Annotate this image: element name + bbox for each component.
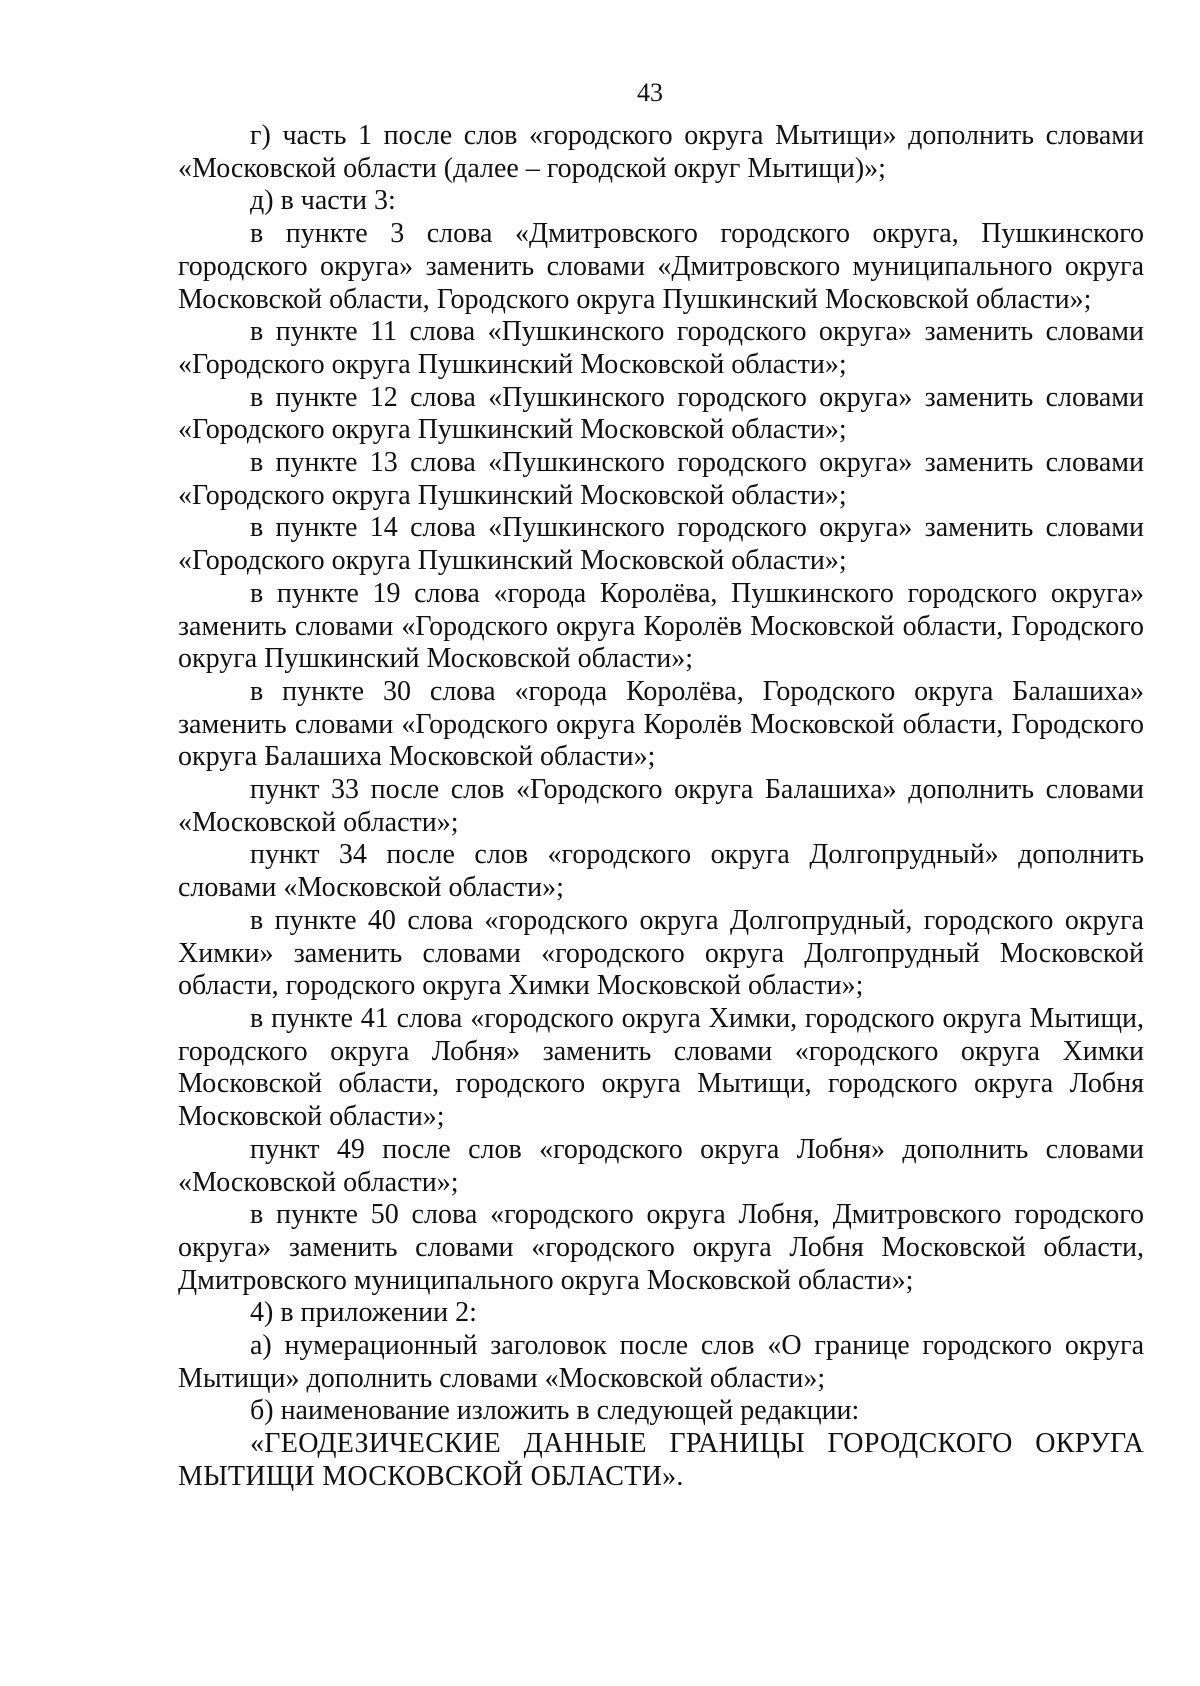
paragraph-item-11: в пункте 11 слова «Пушкинского городского округа» заменить словами «Городского округа Пушкинский Московской области»; bbox=[178, 316, 1144, 380]
paragraph-a-heading: а) нумерационный заголовок после слов «О границе городского округа Мытищи» дополнить словами «Московской области»; bbox=[178, 1330, 1144, 1394]
paragraph-item-34: пункт 34 после слов «городского округа Долгопрудный» дополнить словами «Московской области»; bbox=[178, 839, 1144, 904]
paragraph-item-14: в пункте 14 слова «Пушкинского городского округа» заменить словами «Городского округа Пушкинский Московской области»; bbox=[178, 512, 1144, 577]
paragraph-item-30: в пункте 30 слова «города Королёва, Городского округа Балашиха» заменить словами «Городского округа Королёв Московской области, Городского округа Балашиха Московской области»; bbox=[178, 675, 1144, 773]
paragraph-item-3: в пункте 3 слова «Дмитровского городского округа, Пушкинского городского округа» заменить словами «Дмитровского муниципального округа Московской области, Городского округа Пушкинский Московской области»; bbox=[178, 218, 1144, 315]
paragraph-item-40: в пункте 40 слова «городского округа Долгопрудный, городского округа Химки» заменить словами «городского округа Долгопрудный Московской области, городского округа Химки Московской области»; bbox=[178, 904, 1144, 1002]
paragraph-item-41: в пункте 41 слова «городского округа Химки, городского округа Мытищи, городского округа Лобня» заменить словами «городского округа Химки Московской области, городского округа Мытищи, городского округа Лобня Московской области»; bbox=[178, 1002, 1144, 1133]
paragraph-item-12: в пункте 12 слова «Пушкинского городского округа» заменить словами «Городского округа Пушкинский Московской области»; bbox=[178, 381, 1144, 446]
paragraph-g-part-1: г) часть 1 после слов «городского округа Мытищи» дополнить словами «Московской области (далее – городской округ Мытищи)»; bbox=[178, 120, 1144, 184]
paragraph-b-title: б) наименование изложить в следующей редакции: bbox=[250, 1395, 860, 1427]
paragraph-item-13: в пункте 13 слова «Пушкинского городского округа» заменить словами «Городского округа Пушкинский Московской области»; bbox=[178, 447, 1144, 511]
paragraph-item-49: пункт 49 после слов «городского округа Лобня» дополнить словами «Московской области»; bbox=[178, 1133, 1144, 1198]
page-number: 43 bbox=[637, 78, 663, 107]
document-body bbox=[178, 120, 1144, 1494]
paragraph-new-title: «ГЕОДЕЗИЧЕСКИЕ ДАННЫЕ ГРАНИЦЫ ГОРОДСКОГО ОКРУГА МЫТИЩИ МОСКОВСКОЙ ОБЛАСТИ». bbox=[178, 1428, 1144, 1492]
paragraph-d-part-3: д) в части 3: bbox=[250, 185, 396, 217]
paragraph-item-19: в пункте 19 слова «города Королёва, Пушкинского городского округа» заменить словами «Городского округа Королёв Московской области, Городского округа Пушкинский Московской области»; bbox=[178, 577, 1144, 675]
paragraph-item-50: в пункте 50 слова «городского округа Лобня, Дмитровского городского округа» заменить словами «городского округа Лобня Московской области, Дмитровского муниципального округа Московской области»; bbox=[178, 1199, 1144, 1296]
paragraph-appendix-2: 4) в приложении 2: bbox=[250, 1297, 477, 1329]
paragraph-item-33: пункт 33 после слов «Городского округа Балашиха» дополнить словами «Московской области»; bbox=[178, 774, 1144, 838]
